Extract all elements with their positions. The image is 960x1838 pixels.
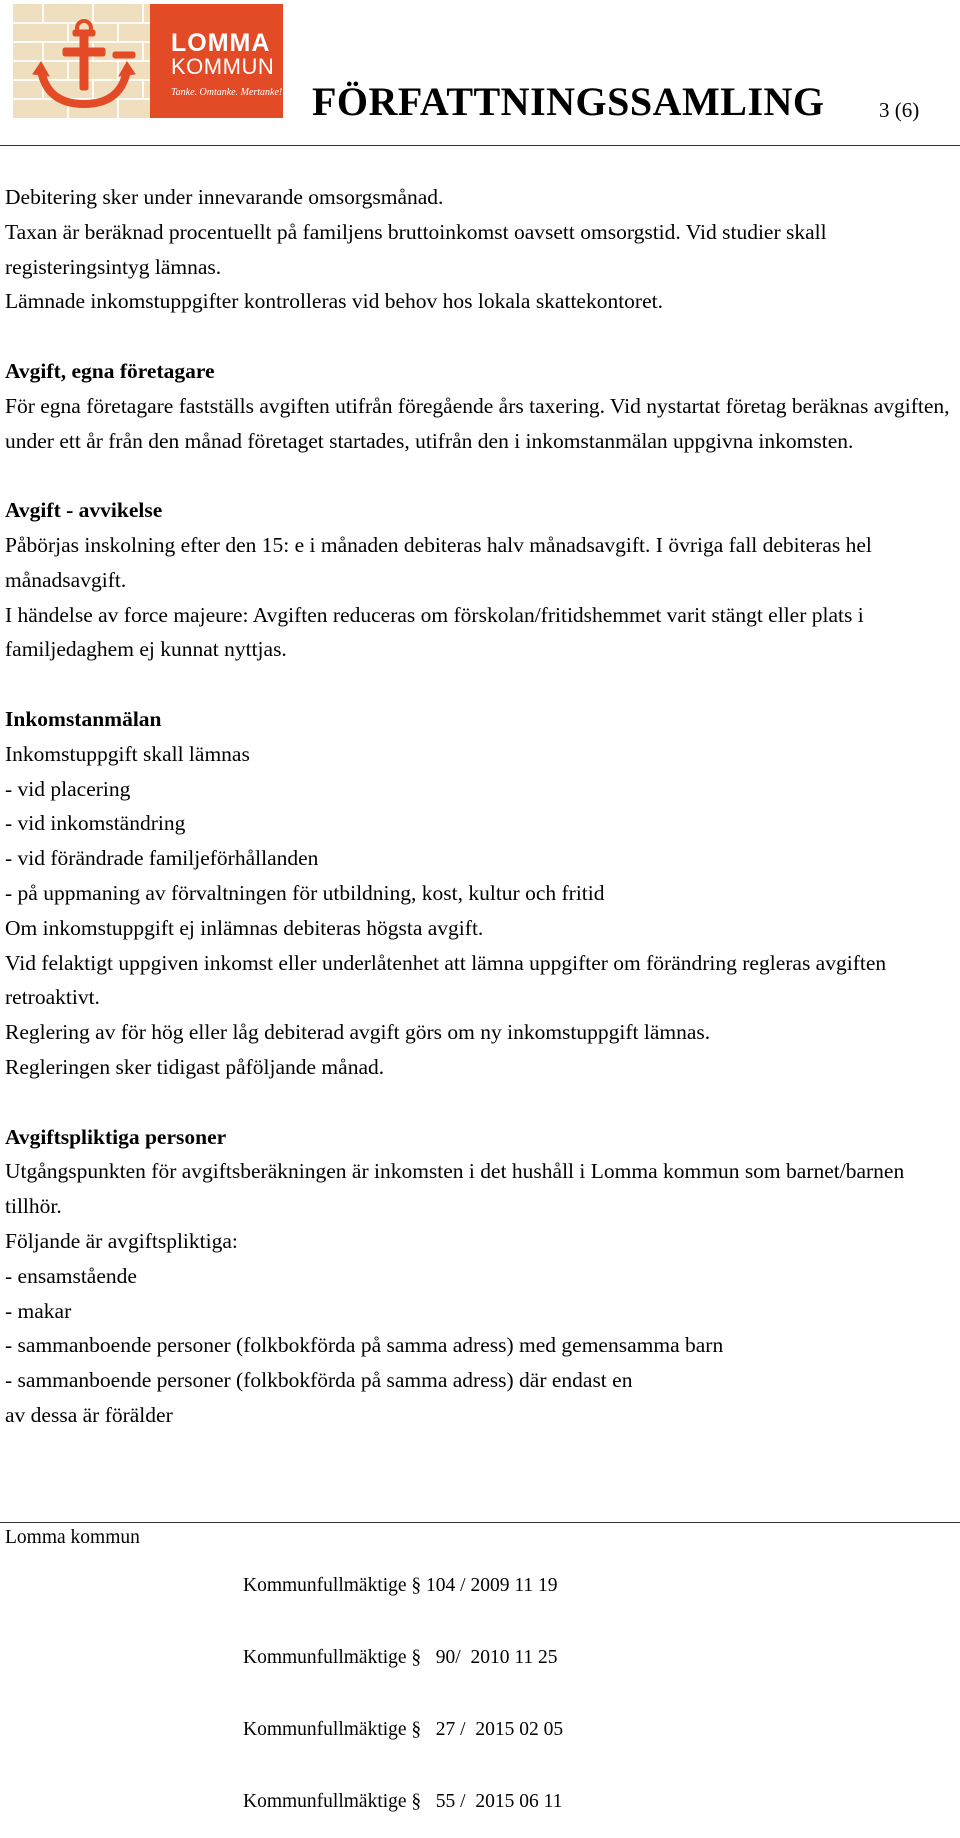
lomma-kommun-logo: [13, 4, 283, 118]
list-item: - vid förändrade familjeförhållanden: [5, 846, 319, 871]
paragraph: Regleringen sker tidigast påföljande månad.: [5, 1054, 385, 1079]
paragraph: Lämnade inkomstuppgifter kontrolleras vid behov hos lokala skattekontoret.: [5, 289, 663, 314]
footer-reference: Kommunfullmäktige § 104 / 2009 11 19: [243, 1575, 558, 1596]
footer-organization: Lomma kommun: [5, 1527, 140, 1548]
paragraph: Om inkomstuppgift ej inlämnas debiteras högsta avgift.: [5, 915, 484, 940]
document-body: [5, 180, 955, 1433]
section-heading: Inkomstanmälan: [5, 706, 162, 731]
paragraph: Reglering av för hög eller låg debiterad avgift görs om ny inkomstuppgift lämnas.: [5, 1020, 711, 1045]
paragraph: Utgångspunkten för avgiftsberäkningen är inkomsten i det hushåll i Lomma kommun som barnet/barnen tillhör.: [5, 1159, 905, 1219]
logo-tagline: Tanke. Omtanke. Mertanke!: [171, 87, 283, 98]
section-heading: Avgift, egna företagare: [5, 358, 215, 383]
list-item: av dessa är förälder: [5, 1402, 173, 1427]
header-divider: [0, 145, 960, 146]
logo-subname: KOMMUN: [171, 54, 275, 79]
logo-name: LOMMA: [171, 29, 271, 57]
brick-wall-graphic: [13, 4, 163, 118]
list-item: - ensamstående: [5, 1263, 137, 1288]
paragraph: Påbörjas inskolning efter den 15: e i månaden debiteras halv månadsavgift. I övriga fall debiteras hel månadsavgift.: [5, 532, 872, 592]
footer-reference: Kommunfullmäktige § 27 / 2015 02 05: [243, 1719, 564, 1740]
list-item: - makar: [5, 1298, 72, 1323]
spacer: [5, 1085, 955, 1120]
document-title: FÖRFATTNINGSSAMLING: [312, 79, 825, 124]
spacer: [5, 319, 955, 354]
paragraph: Inkomstuppgift skall lämnas: [5, 741, 250, 766]
spacer: [5, 458, 955, 493]
page-number: 3 (6): [879, 98, 920, 122]
section-heading: Avgift - avvikelse: [5, 498, 163, 523]
footer-reference: Kommunfullmäktige § 55 / 2015 06 11: [243, 1791, 563, 1812]
list-item: - vid placering: [5, 776, 131, 801]
paragraph: Följande är avgiftspliktiga:: [5, 1228, 238, 1253]
paragraph: För egna företagare fastställs avgiften utifrån föregående års taxering. Vid nystartat företag beräknas avgiften, under ett år från den månad företaget startades, utifrån den i inkomstanmälan uppgivna inkomsten.: [5, 393, 950, 453]
paragraph: Taxan är beräknad procentuellt på familjens bruttoinkomst oavsett omsorgstid. Vid studier skall registeringsintyg lämnas.: [5, 219, 827, 279]
list-item: - sammanboende personer (folkbokförda på samma adress) med gemensamma barn: [5, 1333, 724, 1358]
footer-divider: [0, 1522, 960, 1523]
paragraph: Vid felaktigt uppgiven inkomst eller underlåtenhet att lämna uppgifter om förändring regleras avgiften retroaktivt.: [5, 950, 887, 1010]
paragraph: Debitering sker under innevarande omsorgsmånad.: [5, 185, 444, 209]
section-heading: Avgiftspliktiga personer: [5, 1124, 227, 1149]
footer-reference: Kommunfullmäktige § 90/ 2010 11 25: [243, 1647, 558, 1668]
list-item: - sammanboende personer (folkbokförda på samma adress) där endast en: [5, 1368, 633, 1393]
list-item: - vid inkomständring: [5, 811, 186, 836]
footer-references: [243, 1526, 563, 1838]
list-item: - på uppmaning av förvaltningen för utbildning, kost, kultur och fritid: [5, 880, 605, 905]
paragraph: I händelse av force majeure: Avgiften reduceras om förskolan/fritidshemmet varit stängt eller plats i familjedaghem ej kunnat nyttjas.: [5, 602, 864, 662]
spacer: [5, 667, 955, 702]
anchor-icon: [13, 4, 163, 118]
